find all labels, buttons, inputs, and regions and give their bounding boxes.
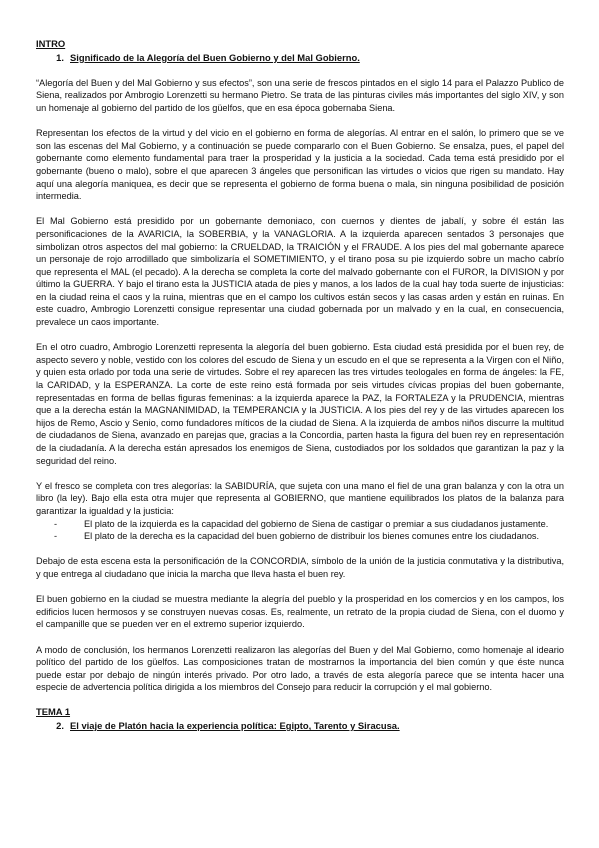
paragraph: Y el fresco se completa con tres alegorías: la SABIDURÍA, que sujeta con una mano el fiel de una gran balanza y con la otra un libro (la ley). Bajo ella esta otra mujer que representa al GOBIERNO, que mantiene equilibrados los platos de la balanza para garantizar la igualdad y la justicia: xyxy=(36,480,564,516)
paragraph: A modo de conclusión, los hermanos Lorenzetti realizaron las alegorías del Buen y del Mal Gobierno, como homenaje al ideario político del partido de los güelfos. Las composiciones tratan de mostrarnos la importancia del bien común y que éste nunca puede estar por debajo de ningún interés privado. Por otro lado, a través de esta alegoría parece que se intenta hacer una especie de advertencia política dirigida a los miembros del Consejo para reducir la corrupción y el mal gobierno. xyxy=(36,644,564,693)
section-label-intro: INTRO xyxy=(36,38,66,49)
paragraph: Representan los efectos de la virtud y del vicio en el gobierno en forma de alegorías. Al entrar en el salón, lo primero que se ve son las escenas del Mal Gobierno, y a continuación se puede compararlo con el Buen Gobierno. Se ensalza, pues, el papel del gobernante como elemento fundamental para traer la prosperidad y la justicia a la sociedad. Cada tema está presidido por el gobernante (bueno o malo), sobre el que aparecen 3 ángeles que personifican las virtudes o vicios que rigen su mandato. Hay aquí una alegoría maniquea, es decir que se representa el gobierno de forma buena o mala, sin ninguna posibilidad de posición intermedia. xyxy=(36,128,564,202)
paragraph: En el otro cuadro, Ambrogio Lorenzetti representa la alegoría del buen gobierno. Esta ciudad está presidida por el buen rey, de aspecto severo y noble, vestido con los colores del escudo de Siena y un escudo en el que se representa a la Virgen con el Niño, y quien esta orlado por toda una serie de virtudes. Sobre el rey aparecen las tres virtudes teologales en forma de ángeles: la FE, la CARIDAD, y la ESPERANZA. La corte de este reino está formada por seis virtudes cívicas propias del buen gobernante, representadas en forma de bellas figuras femeninas: a la izquierda aparece la PAZ, la FORTALEZA y la PRUDENCIA, mientras que a la derecha están la MAGNANIMIDAD, la TEMPERANCIA y la JUSTICIA. A los pies del rey y de las virtudes aparecen los hijos de Remo, Ascio y Senio, como fundadores míticos de la ciudad de Siena. A la izquierda de ambos niños discurre la multitud de ciudadanos de Siena, avanzado en parejas que, gracias a la Concordia, parten hasta la figura del buen rey en representación de la ciudadanía. A la derecha están apresados los enemigos de Siena, custodiados por los soldados que garantizan la paz y la seguridad del reino. xyxy=(36,342,564,466)
section-label-tema-1: TEMA 1 xyxy=(36,706,71,718)
paragraph: El Mal Gobierno está presidido por un gobernante demoniaco, con cuernos y dientes de jabalí, y sobre él están las personificaciones de la AVARICIA, la SOBERBIA, y la VANAGLORIA. A la izquierda aparecen sentados 3 personajes que simbolizan otros aspectos del mal gobierno: la CRUELDAD, la TRAICIÓN y el FRAUDE. A los pies del mal gobernante aparece un personaje de rojo arrodillado que simbolizaría el SOMETIMIENTO, y el tirano posa su pie izquierdo sobre un macho cabrío que representa el MAL (el pecado). A la derecha se completa la corte del malvado gobernante con el FUROR, la DIVISION y por último la GUERRA. Y bajo el tirano esta la JUSTICIA atada de pies y manos, a los lados de la cual hay toda suerte de injusticias: en la ciudad reina el caos y la ruina, mientras que en el campo los cultivos están secos y las casas arden y están en ruinas. En este cuadro, Ambrogio Lorenzetti consigue representar una ciudad gobernada por un malvado y en la cual, en consecuencia, prevalece un caos importante. xyxy=(36,216,564,328)
document-content xyxy=(36,38,564,733)
list-item xyxy=(36,518,564,531)
paragraph: El buen gobierno en la ciudad se muestra mediante la alegría del pueblo y la prosperidad en los comercios y en los campos, los edificios lucen hermosos y se construyen nuevas cosas. Es, realmente, un retrato de la propia ciudad de Siena, con el duomo y el campanille que se pueden ver en el extremo superior izquierdo. xyxy=(36,594,564,630)
list-bullet: - xyxy=(54,518,58,529)
heading-2-title: El viaje de Platón hacia la experiencia política: Egipto, Tarento y Siracusa. xyxy=(70,720,400,732)
list-item-text: El plato de la izquierda es la capacidad del gobierno de Siena de castigar o premiar a sus ciudadanos justamente. xyxy=(84,518,549,529)
heading-2-number: 2. xyxy=(56,720,64,732)
paragraph: Debajo de esta escena esta la personificación de la CONCORDIA, símbolo de la unión de la justicia conmutativa y la distributiva, y que entrega al ciudadano que inicia la marcha que lleva hasta el buen rey. xyxy=(36,556,564,579)
heading-1 xyxy=(36,52,564,65)
list-item xyxy=(36,530,564,543)
heading-1-number: 1. xyxy=(56,51,64,63)
heading-1-title: Significado de la Alegoría del Buen Gobierno y del Mal Gobierno. xyxy=(70,51,360,63)
paragraph: “Alegoría del Buen y del Mal Gobierno y sus efectos”, son una serie de frescos pintados en el siglo 14 para el Palazzo Publico de Siena, realizados por Ambrogio Lorenzetti su hermano Pietro. Se trata de las pinturas civiles más importantes del siglo XIV, y son un homenaje al gobierno del partido de los güelfos, que en esa época gobernaba Siena. xyxy=(36,77,564,113)
list-bullet: - xyxy=(54,531,58,542)
list-item-text: El plato de la derecha es la capacidad del buen gobierno de distribuir los bienes comunes entre los ciudadanos. xyxy=(84,531,540,542)
balance-list xyxy=(36,518,564,543)
heading-2 xyxy=(36,720,564,733)
